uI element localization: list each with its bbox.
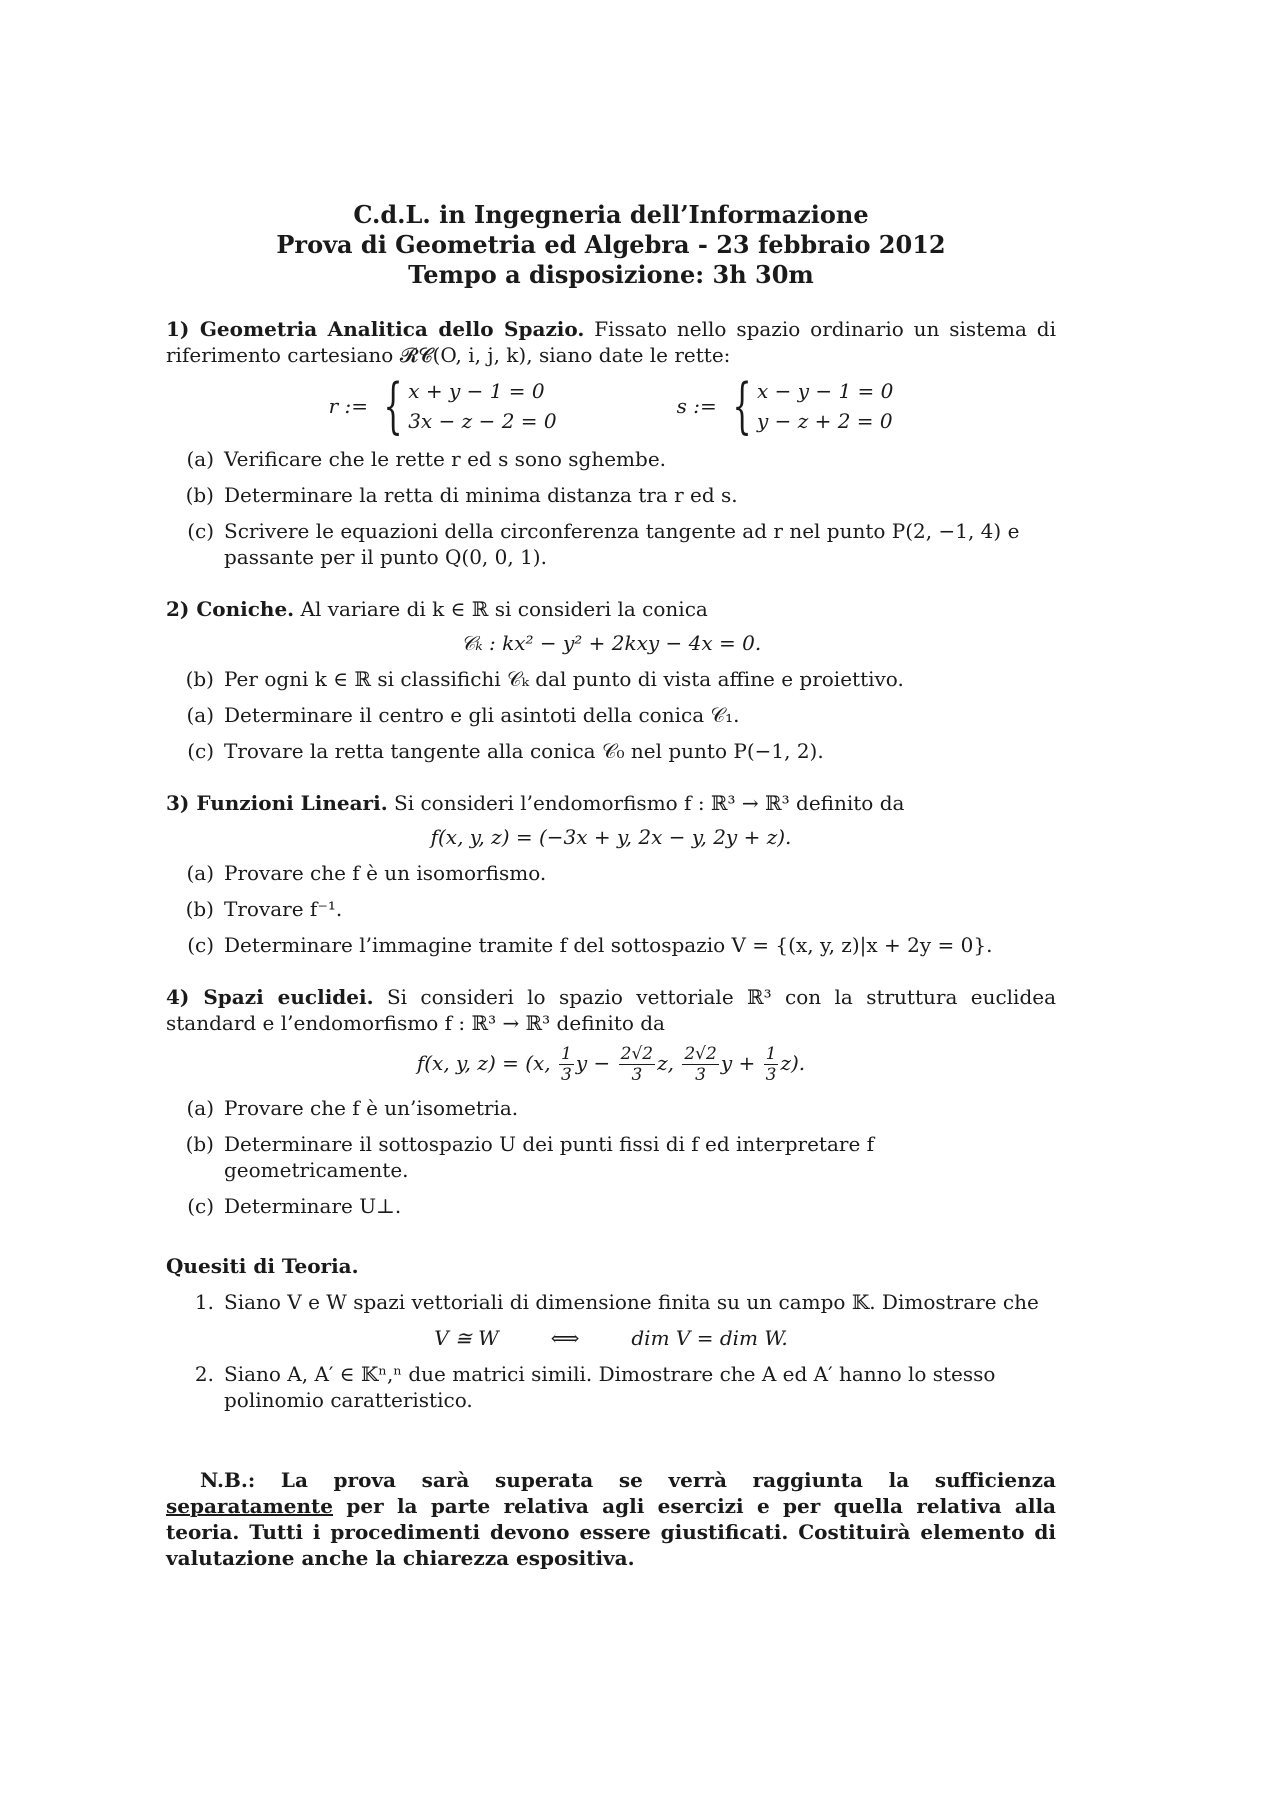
fraction: $\frac{2√2}{3}$ bbox=[620, 1044, 654, 1085]
exercise-2 bbox=[166, 596, 1056, 622]
exercise-1-intro: Fissato nello spazio ordinario un sistema di riferimento cartesiano 𝓡𝓒(O, i, j, k), siano date le rette: bbox=[166, 317, 1056, 367]
exercise-4-title: 4) Spazi euclidei. bbox=[166, 985, 374, 1009]
line-s-eq1: x − y − 1 = 0 bbox=[756, 379, 894, 403]
list-item: 2. Siano A, A′ ∈ 𝕂ⁿ,ⁿ due matrici simili. Dimostrare che A ed A′ hanno lo stesso polinomio caratteristico. bbox=[194, 1362, 996, 1412]
line-s-system bbox=[676, 371, 894, 441]
exercise-4-intro: Si consideri lo spazio vettoriale ℝ³ con la struttura euclidea standard e l’endomorfismo f : ℝ³ → ℝ³ definito da bbox=[166, 985, 1057, 1035]
line-r-system bbox=[328, 371, 557, 441]
list-item: (a) Provare che f è un isomorfismo. bbox=[186, 861, 547, 885]
theory-items-2 bbox=[166, 1361, 1056, 1413]
fraction: $\frac{2√2}{3}$ bbox=[684, 1044, 717, 1085]
list-item: (a) Provare che f è un’isometria. bbox=[186, 1096, 519, 1120]
brace-icon: { bbox=[732, 371, 752, 441]
exercise-3-intro: Si consideri l’endomorfismo f : ℝ³ → ℝ³ definito da bbox=[394, 791, 905, 815]
exam-title: Prova di Geometria ed Algebra - 23 febbraio 2012 bbox=[276, 230, 946, 259]
brace-icon: { bbox=[383, 371, 403, 441]
exercise-1 bbox=[166, 316, 1056, 368]
list-item: 1. Siano V e W spazi vettoriali di dimensione finita su un campo 𝕂. Dimostrare che bbox=[194, 1290, 1039, 1314]
theory-items bbox=[166, 1289, 1056, 1315]
time-allowed: Tempo a disposizione: 3h 30m bbox=[408, 260, 814, 289]
lines-system bbox=[166, 371, 1056, 441]
list-item: (b) Determinare il sottospazio U dei punti fissi di f ed interpretare f geometricamente. bbox=[185, 1132, 875, 1182]
linear-map-equation: f(x, y, z) = (−3x + y, 2x − y, 2y + z). bbox=[430, 825, 792, 849]
list-item: (b) Per ogni k ∈ ℝ si classifichi 𝒞ₖ dal punto di vista affine e proiettivo. bbox=[185, 667, 904, 691]
list-item: (c) Determinare l’immagine tramite f del sottospazio V = {(x, y, z)|x + 2y = 0}. bbox=[187, 933, 993, 957]
theorem-statement: V ≅ W ⟺ dim V = dim W. bbox=[434, 1326, 788, 1350]
exercise-2-items bbox=[166, 666, 1056, 764]
course-title: C.d.L. in Ingegneria dell’Informazione bbox=[353, 200, 869, 229]
line-r-eq1: x + y − 1 = 0 bbox=[408, 379, 545, 403]
exercise-2-title: 2) Coniche. bbox=[166, 597, 295, 621]
exam-header bbox=[166, 200, 1056, 290]
exercise-1-title: 1) Geometria Analitica dello Spazio. bbox=[166, 317, 585, 341]
line-s-label: s := bbox=[676, 394, 717, 418]
exercise-4 bbox=[166, 984, 1056, 1036]
list-item: (b) Trovare f⁻¹. bbox=[185, 897, 343, 921]
fraction: $\frac{1}{3}$ bbox=[765, 1044, 777, 1085]
exercise-3-items bbox=[166, 860, 1056, 958]
list-item: (c) Scrivere le equazioni della circonferenza tangente ad r nel punto P(2, −1, 4) e passante per il punto Q(0, 0, 1). bbox=[187, 519, 1020, 569]
isometry-equation: f(x, y, z) = (x, $\frac{1}{3}$ y − $\frac{2√2}{3}$ z, $\frac{2√2}{3}$ y + $\frac{1}{3}$ z). bbox=[416, 1044, 806, 1085]
list-item: (a) Verificare che le rette r ed s sono sghembe. bbox=[186, 447, 667, 471]
exam-sheet bbox=[166, 200, 1056, 1571]
list-item: (c) Determinare U⊥. bbox=[187, 1194, 402, 1218]
fraction: $\frac{1}{3}$ bbox=[561, 1044, 572, 1085]
exercise-2-intro: Al variare di k ∈ ℝ si consideri la conica bbox=[300, 597, 708, 621]
exercise-3-title: 3) Funzioni Lineari. bbox=[166, 791, 388, 815]
theory-title: Quesiti di Teoria. bbox=[166, 1254, 359, 1278]
list-item: (c) Trovare la retta tangente alla conica 𝒞₀ nel punto P(−1, 2). bbox=[187, 739, 824, 763]
exercise-1-items bbox=[166, 446, 1056, 570]
list-item: (b) Determinare la retta di minima distanza tra r ed s. bbox=[185, 483, 738, 507]
line-r-label: r := bbox=[328, 394, 369, 418]
exercise-3 bbox=[166, 790, 1056, 816]
exercise-4-items bbox=[166, 1095, 1056, 1219]
line-s-eq2: y − z + 2 = 0 bbox=[756, 409, 893, 433]
line-r-eq2: 3x − z − 2 = 0 bbox=[408, 409, 557, 433]
conic-equation: 𝒞ₖ : kx² − y² + 2kxy − 4x = 0. bbox=[460, 631, 762, 655]
nota-bene: N.B.: La prova sarà superata se verrà raggiunta la sufficienza separatamente per la parte relativa agli esercizi e per quella relativa alla teoria. Tutti i procedimenti devono essere giustificati. Costituirà elemento di valutazione anche la chiarezza espositiva. bbox=[166, 1468, 1056, 1570]
list-item: (a) Determinare il centro e gli asintoti della conica 𝒞₁. bbox=[186, 703, 740, 727]
